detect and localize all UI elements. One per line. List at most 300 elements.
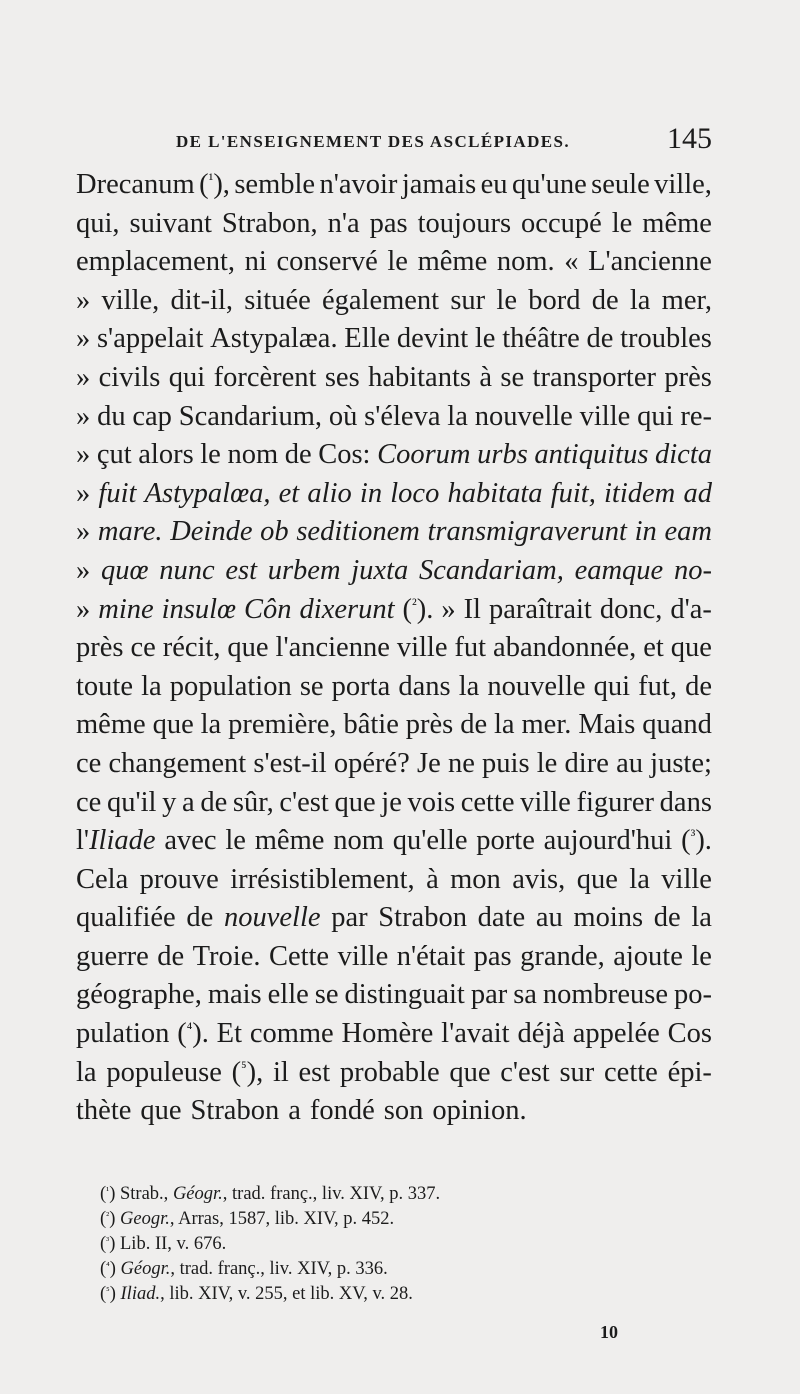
word xyxy=(76,899,176,938)
word xyxy=(448,475,543,514)
word-text: Cette xyxy=(268,940,330,972)
word-text: le xyxy=(691,940,712,972)
word-text: toujours xyxy=(417,207,512,239)
word-text: que xyxy=(152,709,194,741)
word-text: ne xyxy=(447,747,475,779)
word-text: » xyxy=(76,554,91,586)
word xyxy=(512,166,587,205)
word xyxy=(76,475,90,514)
word xyxy=(76,513,90,552)
word-text: où xyxy=(328,400,358,432)
word xyxy=(517,1015,564,1054)
word-text: Scandariam, xyxy=(418,554,564,586)
word-text: alio xyxy=(307,477,352,509)
word xyxy=(76,861,128,900)
word-text: théâtre xyxy=(502,323,580,355)
word xyxy=(643,629,664,668)
word xyxy=(577,861,618,900)
word-text: fondé xyxy=(309,1095,375,1127)
word xyxy=(351,552,408,591)
word-text: avec xyxy=(164,825,217,857)
word xyxy=(329,398,358,437)
word-text: près xyxy=(664,361,712,393)
word xyxy=(447,398,468,437)
word xyxy=(230,861,414,900)
word-text: que xyxy=(670,632,712,664)
word xyxy=(654,899,681,938)
footnote-text: Géogr. xyxy=(120,1259,171,1279)
word xyxy=(477,436,528,475)
word xyxy=(276,629,390,668)
word xyxy=(604,475,675,514)
word-text: Mais xyxy=(578,709,636,741)
word xyxy=(683,475,712,514)
text-line xyxy=(76,243,712,282)
word xyxy=(471,976,507,1015)
word-text: nouvelle xyxy=(474,400,573,432)
footnote-text: ) xyxy=(109,1259,121,1279)
word xyxy=(76,1092,131,1131)
text-line xyxy=(76,166,712,205)
word xyxy=(97,398,126,437)
text-line xyxy=(76,205,712,244)
word-text: avis, xyxy=(512,863,566,895)
word-text: du xyxy=(97,400,126,432)
word xyxy=(76,205,120,244)
word-text: Strabon, xyxy=(221,207,318,239)
word-text: ce xyxy=(130,632,156,664)
word-text: fuit, xyxy=(550,477,596,509)
word-text: eam xyxy=(664,516,712,548)
word xyxy=(450,282,485,321)
word xyxy=(497,243,555,282)
word-text: habitata xyxy=(447,477,543,509)
word xyxy=(543,976,668,1015)
word xyxy=(177,1015,209,1054)
word xyxy=(664,359,711,398)
word xyxy=(76,243,235,282)
word xyxy=(250,1015,334,1054)
word-text: cap xyxy=(132,400,172,432)
word xyxy=(564,243,578,282)
footnote-marker: ³ xyxy=(690,827,696,845)
word xyxy=(186,899,213,938)
word-text: s'éleva xyxy=(364,400,441,432)
word xyxy=(419,552,564,591)
word xyxy=(638,668,677,707)
word-text: près xyxy=(76,632,124,664)
word-text: mon xyxy=(450,863,501,895)
word-text: grande, xyxy=(520,940,605,972)
word xyxy=(225,552,257,591)
word xyxy=(325,359,360,398)
word-text: ob xyxy=(260,516,289,548)
word-text: dicta xyxy=(655,439,712,471)
word xyxy=(273,1054,289,1093)
word xyxy=(182,784,195,823)
word xyxy=(402,166,476,205)
word-text: » xyxy=(76,516,91,548)
word-text: comme xyxy=(249,1018,334,1050)
word-text: le xyxy=(611,207,633,239)
word-text: changement xyxy=(108,747,247,779)
footnote-marker: ⁵ xyxy=(241,1059,247,1077)
footnote-text: ) Lib. II, v. 676. xyxy=(109,1234,227,1254)
word-text: donc, xyxy=(599,593,663,625)
text-line xyxy=(76,1054,712,1093)
word xyxy=(528,282,580,321)
word-text: ad xyxy=(683,477,712,509)
page-number: 145 xyxy=(667,122,712,155)
text-line xyxy=(76,706,712,745)
word-text: sur xyxy=(559,1056,595,1088)
word xyxy=(319,166,397,205)
word xyxy=(475,398,573,437)
word xyxy=(664,513,711,552)
word xyxy=(153,706,194,745)
word xyxy=(227,629,268,668)
word xyxy=(334,784,375,823)
word xyxy=(432,1092,526,1131)
word-text: ses xyxy=(324,361,360,393)
text-line xyxy=(76,861,712,900)
text-line xyxy=(76,745,712,784)
word-text: le xyxy=(536,747,558,779)
word-text: Cos xyxy=(667,1018,712,1050)
running-title: DE L'ENSEIGNEMENT DES ASCLÉPIADES. xyxy=(176,132,570,151)
word-text: appelée xyxy=(572,1018,660,1050)
word xyxy=(101,552,149,591)
word-text: » xyxy=(441,593,456,625)
word-text: ville xyxy=(520,786,571,818)
word-text: la xyxy=(691,902,712,934)
word xyxy=(544,822,673,861)
word xyxy=(76,1015,169,1054)
word-text: ville, xyxy=(101,284,160,316)
word xyxy=(214,359,317,398)
footnote-text: Iliad. xyxy=(120,1284,161,1304)
text-line xyxy=(76,359,712,398)
word-text: dit-il, xyxy=(170,284,234,316)
word-text: distinguait xyxy=(344,979,465,1011)
word-text: moins xyxy=(573,902,644,934)
word-text: quœ xyxy=(100,554,149,586)
word xyxy=(159,552,214,591)
word-text: Strabon xyxy=(378,902,467,934)
word-text: c'est xyxy=(500,1056,550,1088)
word xyxy=(199,166,230,205)
word-text: que xyxy=(334,786,376,818)
word xyxy=(496,282,517,321)
word xyxy=(296,513,419,552)
body-text xyxy=(76,166,712,1131)
word xyxy=(493,629,636,668)
word xyxy=(340,1054,440,1093)
word xyxy=(613,938,683,977)
word xyxy=(260,513,289,552)
word xyxy=(378,899,467,938)
word-text: ce xyxy=(76,747,102,779)
word xyxy=(674,552,712,591)
word-text: Elle xyxy=(344,323,391,355)
word-text: d'a- xyxy=(670,593,712,625)
text-line xyxy=(76,475,712,514)
word xyxy=(576,784,654,823)
word xyxy=(162,591,236,630)
word-text: fuit xyxy=(98,477,137,509)
word xyxy=(328,205,360,244)
word-text: ville xyxy=(396,632,448,664)
word-text: située xyxy=(244,284,311,316)
word xyxy=(191,1092,280,1131)
word xyxy=(482,745,530,784)
word-text: mais xyxy=(207,979,262,1011)
word xyxy=(691,899,712,938)
word-text: de xyxy=(591,284,619,316)
word-text: habitants xyxy=(368,361,471,393)
word xyxy=(210,320,337,359)
word xyxy=(288,1092,301,1131)
footnote xyxy=(100,1182,620,1207)
word-text: thète xyxy=(76,1095,132,1127)
word-text: » xyxy=(76,323,91,355)
text-line xyxy=(76,784,712,823)
footnote xyxy=(100,1207,620,1232)
word-text: dire xyxy=(564,747,609,779)
word xyxy=(670,591,712,630)
word-text: civils xyxy=(98,361,161,393)
word xyxy=(343,706,398,745)
word-text: dixerunt xyxy=(299,593,395,625)
word-text: nom xyxy=(227,439,279,471)
word-text: nouvelle xyxy=(487,670,586,702)
word xyxy=(253,745,326,784)
word-text: de xyxy=(460,709,488,741)
word xyxy=(500,359,524,398)
word-text: probable xyxy=(339,1056,440,1088)
word xyxy=(520,938,605,977)
word xyxy=(604,1054,658,1093)
word xyxy=(417,745,441,784)
word xyxy=(487,668,585,707)
word-text: nunc xyxy=(159,554,215,586)
word-text: le xyxy=(496,284,517,316)
word-text: date xyxy=(477,902,526,934)
word xyxy=(464,591,481,630)
word-text: » xyxy=(76,400,91,432)
page-header xyxy=(150,122,712,162)
word-text: de xyxy=(685,670,712,702)
word-text: à xyxy=(426,863,439,895)
word-text: aujourd'hui xyxy=(543,825,673,857)
word xyxy=(591,166,650,205)
word-text: po- xyxy=(673,979,712,1011)
word xyxy=(285,436,312,475)
word-text: ). xyxy=(192,1018,209,1050)
word xyxy=(573,1015,660,1054)
word-text: a xyxy=(182,786,195,818)
word xyxy=(522,706,572,745)
word xyxy=(97,320,203,359)
footnote-marker: ¹ xyxy=(208,171,214,189)
word-text: seditionem xyxy=(296,516,420,548)
word-text: sur xyxy=(450,284,486,316)
word xyxy=(426,861,439,900)
word xyxy=(616,745,643,784)
word-text: qui, xyxy=(76,207,120,239)
word-text: L'ancienne xyxy=(588,246,712,278)
text-line xyxy=(76,822,712,861)
word-text: nombreuse xyxy=(542,979,668,1011)
word xyxy=(98,513,163,552)
word-text: » xyxy=(76,593,91,625)
word xyxy=(279,475,300,514)
word-text: que xyxy=(140,1095,182,1127)
word-text: irrésistiblement, xyxy=(230,863,415,895)
word-text: il xyxy=(272,1056,289,1088)
word xyxy=(201,706,222,745)
word xyxy=(276,243,377,282)
word-text: n'a xyxy=(327,207,360,239)
word xyxy=(478,899,525,938)
word-text: également xyxy=(322,284,440,316)
word-text: fut xyxy=(454,632,487,664)
word-text: n'avoir xyxy=(319,169,398,200)
word xyxy=(164,822,216,861)
word-text: transporter xyxy=(532,361,656,393)
word xyxy=(620,320,712,359)
word-text: la xyxy=(447,400,468,432)
word-text: vois xyxy=(407,786,456,818)
word-text: juste; xyxy=(650,747,712,779)
word-text: prouve xyxy=(139,863,219,895)
word-text: ( xyxy=(231,1056,242,1088)
word xyxy=(279,784,328,823)
footnote-text: , Arras, 1587, lib. XIV, p. 452. xyxy=(169,1209,395,1229)
word-text: conservé xyxy=(276,246,378,278)
word xyxy=(368,359,471,398)
word xyxy=(575,552,664,591)
word-text: ville, xyxy=(654,169,712,200)
word xyxy=(578,706,635,745)
word xyxy=(418,205,511,244)
word xyxy=(454,629,486,668)
word-text: son xyxy=(383,1095,424,1127)
word-text: quand xyxy=(642,709,712,741)
word xyxy=(474,938,512,977)
word-text: de xyxy=(200,786,228,818)
word xyxy=(691,938,712,977)
footnote xyxy=(100,1232,620,1257)
word-text: la xyxy=(629,863,650,895)
word xyxy=(228,706,336,745)
word xyxy=(98,475,136,514)
word-text: no- xyxy=(673,554,712,586)
footnote-text: Geogr. xyxy=(120,1209,170,1229)
word-text: que xyxy=(576,863,618,895)
word-text: insulœ xyxy=(161,593,237,625)
text-line xyxy=(76,591,712,630)
word-text: la xyxy=(629,284,651,316)
word xyxy=(171,282,234,321)
word xyxy=(222,205,318,244)
word-text: qui xyxy=(168,361,206,393)
word xyxy=(299,1054,331,1093)
word xyxy=(536,899,563,938)
word xyxy=(629,861,650,900)
word xyxy=(331,899,367,938)
word-text: ni xyxy=(244,246,267,278)
word-text: le xyxy=(225,825,246,857)
word-text: par xyxy=(331,902,368,934)
word xyxy=(318,436,370,475)
footnote-number: ⁵ xyxy=(106,1285,110,1297)
word xyxy=(76,359,90,398)
word xyxy=(130,205,212,244)
word-text: nom xyxy=(333,825,384,857)
word-text: Coorum xyxy=(377,439,471,471)
word-text: transmigraverunt xyxy=(427,516,627,548)
word xyxy=(268,552,341,591)
word-text: Cos: xyxy=(318,439,371,471)
word xyxy=(145,475,271,514)
word-text: nom. xyxy=(496,246,555,278)
word-text: loco xyxy=(390,477,440,509)
footnote-text: ) Strab., xyxy=(109,1184,173,1204)
word-text: cette xyxy=(460,786,515,818)
word-text: même xyxy=(642,207,712,239)
word xyxy=(520,784,571,823)
word xyxy=(342,1015,434,1054)
word xyxy=(685,668,712,707)
word-text: que xyxy=(449,1056,491,1088)
word-text: opéré? xyxy=(333,747,410,779)
word-text: ce xyxy=(76,786,102,818)
word-text: puis xyxy=(482,747,530,779)
word-text: c'est xyxy=(279,786,329,818)
word-text: le xyxy=(200,439,221,471)
word xyxy=(674,976,712,1015)
word xyxy=(476,822,535,861)
word-text: et xyxy=(278,477,300,509)
word-text: Homère xyxy=(341,1018,434,1050)
word xyxy=(565,745,609,784)
word-text: Astypalœa, xyxy=(144,477,271,509)
word-text: la xyxy=(494,709,515,741)
word-text: pas xyxy=(369,207,408,239)
footnote-text: , trad. franç., liv. XIV, p. 336. xyxy=(170,1259,388,1279)
word xyxy=(586,320,613,359)
word-text: Troie. xyxy=(192,940,261,972)
word-text: qu'elle xyxy=(392,825,468,857)
word-text: épi- xyxy=(667,1056,712,1088)
word-text: Cela xyxy=(76,863,129,895)
word xyxy=(76,1054,97,1093)
word xyxy=(406,706,453,745)
word-text: ). xyxy=(695,825,712,857)
word-text: eu xyxy=(480,169,508,200)
word-text: populeuse xyxy=(106,1056,222,1088)
word-text: ), xyxy=(246,1056,264,1088)
word-text: forcèrent xyxy=(213,361,317,393)
text-line xyxy=(76,1015,712,1054)
word xyxy=(408,784,456,823)
word xyxy=(551,475,596,514)
footnote-number: ⁴ xyxy=(106,1260,110,1272)
word-text: Scandarium, xyxy=(178,400,323,432)
word xyxy=(441,1015,509,1054)
word xyxy=(381,784,402,823)
